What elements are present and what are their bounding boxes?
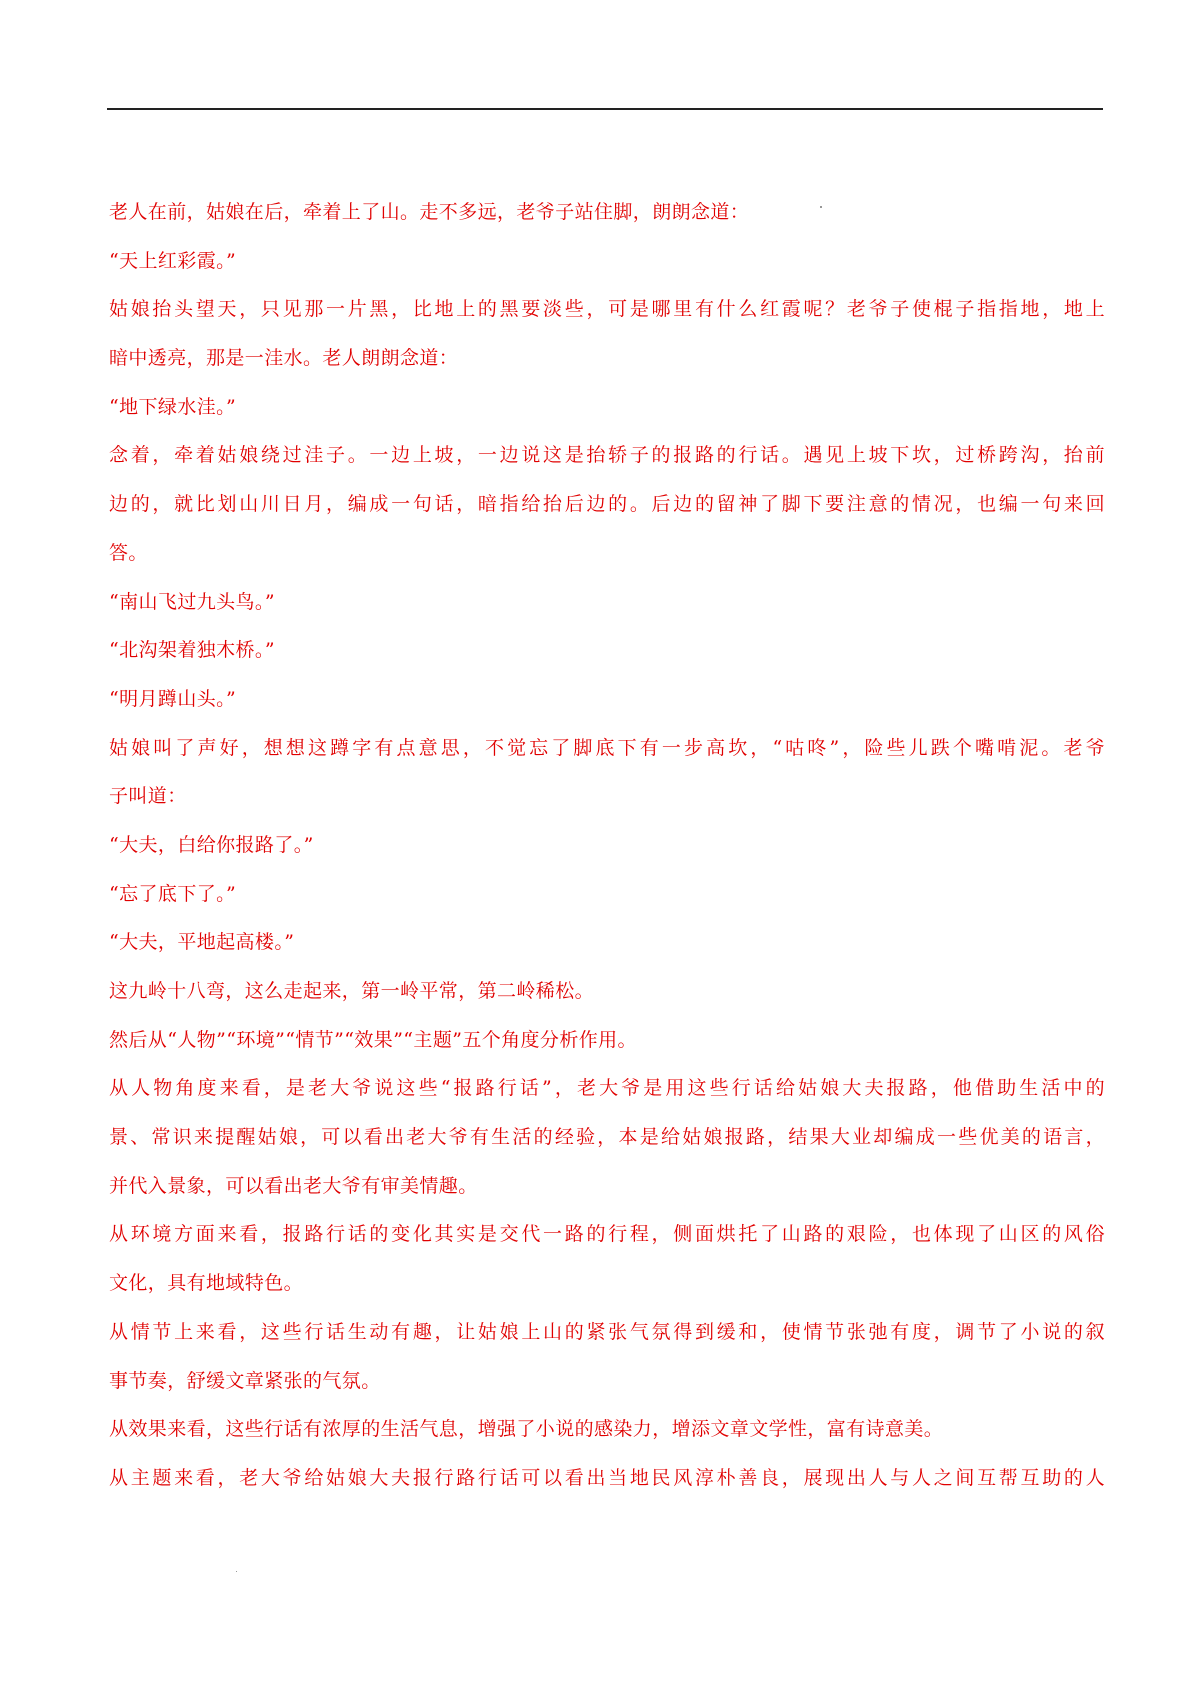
header-rule xyxy=(107,108,1103,110)
text-line: 答。 xyxy=(109,541,148,564)
text-line: “地下绿水洼。” xyxy=(109,395,237,418)
text-line: 事节奏，舒缓文章紧张的气氛。 xyxy=(109,1369,381,1392)
scan-speck xyxy=(236,1571,237,1572)
text-line: 老人在前，姑娘在后，牵着上了山。走不多远，老爷子站住脚，朗朗念道： xyxy=(109,201,750,223)
text-line: 这九岭十八弯，这么走起来，第一岭平常，第二岭稀松。 xyxy=(109,980,595,1002)
text-line: 从人物角度来看，是老大爷说这些“报路行话”，老大爷是用这些行话给姑娘大夫报路，他借助生活中的 xyxy=(109,1077,1105,1100)
text-line: 姑娘叫了声好，想想这蹲字有点意思，不觉忘了脚底下有一步高坎，“咕咚”，险些儿跌个嘴啃泥。老爷 xyxy=(109,736,1105,759)
text-line: 景、常识来提醒姑娘，可以看出老大爷有生活的经验，本是给姑娘报路，结果大业却编成一些优美的语言， xyxy=(109,1126,1105,1149)
text-line: 从主题来看，老大爷给姑娘大夫报行路行话可以看出当地民风淳朴善良，展现出人与人之间互帮互助的人 xyxy=(109,1466,1105,1489)
text-line: “明月蹲山头。” xyxy=(109,687,237,710)
document-body xyxy=(109,200,1105,1515)
text-line: “南山飞过九头鸟。” xyxy=(109,590,275,613)
text-line: 从环境方面来看，报路行话的变化其实是交代一路的行程，侧面烘托了山路的艰险，也体现了山区的风俗 xyxy=(109,1223,1105,1246)
text-line: “忘了底下了。” xyxy=(109,882,237,905)
text-line: 然后从“人物”“环境”“情节”“效果”“主题”五个角度分析作用。 xyxy=(109,1028,637,1051)
text-line: “北沟架着独木桥。” xyxy=(109,639,275,662)
text-line: “大夫，白给你报路了。” xyxy=(109,833,314,856)
text-line: 子叫道： xyxy=(109,785,187,808)
text-line: 边的，就比划山川日月，编成一句话，暗指给抬后边的。后边的留神了脚下要注意的情况，也编一句来回 xyxy=(109,493,1105,516)
text-line: “天上红彩霞。” xyxy=(109,249,237,272)
text-line: 并代入景象，可以看出老大爷有审美情趣。 xyxy=(109,1174,478,1197)
text-line: “大夫，平地起高楼。” xyxy=(109,931,295,954)
text-line: 从情节上来看，这些行话生动有趣，让姑娘上山的紧张气氛得到缓和，使情节张弛有度，调节了小说的叙 xyxy=(109,1320,1105,1343)
text-line: 姑娘抬头望天，只见那一片黑，比地上的黑要淡些，可是哪里有什么红霞呢？老爷子使棍子指指地，地上 xyxy=(109,298,1105,321)
text-line: 从效果来看，这些行话有浓厚的生活气息，增强了小说的感染力，增添文章文学性，富有诗意美。 xyxy=(109,1418,944,1441)
text-line: 念着，牵着姑娘绕过洼子。一边上坡，一边说这是抬轿子的报路的行话。遇见上坡下坎，过桥跨沟，抬前 xyxy=(109,444,1105,467)
text-line: 文化，具有地域特色。 xyxy=(109,1272,304,1295)
scan-speck xyxy=(820,206,822,208)
text-line: 暗中透亮，那是一洼水。老人朗朗念道： xyxy=(109,347,459,370)
